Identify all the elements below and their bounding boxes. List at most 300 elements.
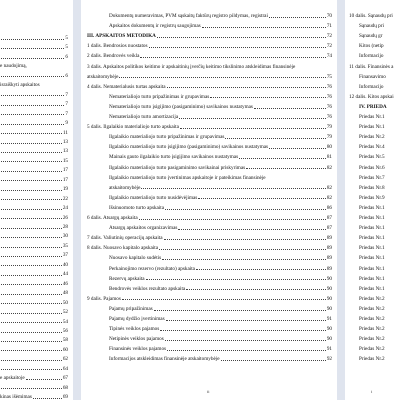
toc-leader-dots xyxy=(160,330,326,331)
toc-entry-title: Nuosavo kapitalo sudėtis xyxy=(109,255,162,262)
toc-leader-dots xyxy=(246,168,326,169)
toc-entry xyxy=(0,63,68,69)
toc-entry-page: 76 xyxy=(326,93,332,100)
toc-entry-page: 11 xyxy=(63,129,68,136)
toc-entry-page: 67 xyxy=(62,375,68,382)
toc-entry xyxy=(109,316,332,322)
toc-entry xyxy=(359,346,400,352)
toc-leader-dots xyxy=(1,152,62,153)
toc-entry xyxy=(0,300,68,306)
toc-leader-dots xyxy=(1,209,62,210)
toc-entry-title: Ilgalaikio materialiojo turto įvertinimas apskaitoje ir pateikimas finansinėje xyxy=(109,174,266,181)
toc-leader-dots xyxy=(119,77,325,78)
toc-entry-title: 12 dalis. Kitos apskai xyxy=(349,93,394,100)
toc-entry xyxy=(0,54,68,60)
toc-leader-dots xyxy=(210,97,326,98)
toc-entry-page: 35 xyxy=(62,242,68,249)
toc-entry-title: Priedas Nr.8 xyxy=(359,184,385,191)
toc-entry xyxy=(109,13,332,19)
toc-entry xyxy=(359,195,400,201)
toc-entry-page: 86 xyxy=(326,204,332,211)
toc-entry-title: IV. PRIEDA xyxy=(359,103,387,110)
toc-entry xyxy=(109,225,332,231)
toc-entry xyxy=(359,276,400,282)
toc-leader-dots xyxy=(1,303,62,304)
toc-entry xyxy=(109,185,332,191)
toc-entry xyxy=(359,134,400,140)
toc-entry-title: Priedas Nr.4 xyxy=(359,144,385,151)
toc-entry xyxy=(0,328,68,334)
left-page xyxy=(0,0,73,400)
toc-entry xyxy=(109,346,332,352)
toc-entry xyxy=(0,347,68,353)
toc-entry xyxy=(0,337,68,343)
toc-entry xyxy=(0,394,68,400)
toc-entry-page: 64 xyxy=(62,365,68,372)
toc-leader-dots xyxy=(165,340,326,341)
toc-entry xyxy=(109,306,332,312)
toc-entry xyxy=(0,148,68,154)
toc-leader-dots xyxy=(1,171,62,172)
toc-entry xyxy=(87,215,332,221)
toc-entry-title: Priedas Nr.2 xyxy=(359,134,385,141)
toc-entry xyxy=(0,139,68,145)
toc-entry-title: 9 dalis. Pajamos xyxy=(87,295,121,302)
toc-entry xyxy=(359,326,400,332)
toc-entry-title: 2 dalis. Bendrovės veikla xyxy=(87,53,140,60)
toc-leader-dots xyxy=(1,256,62,257)
toc-entry-title: Apskaitos dokumentų ir registrų saugojimas xyxy=(109,23,201,30)
toc-entry-title: Priedas Nr.1 xyxy=(359,265,385,272)
toc-entry-page: 81 xyxy=(326,154,332,161)
toc-entry-page: 80 xyxy=(326,144,332,151)
toc-entry-page: 7 xyxy=(65,91,68,98)
toc-entry-title: Priedas Nr.6 xyxy=(359,164,385,171)
toc-entry xyxy=(0,35,68,41)
toc-leader-dots xyxy=(1,360,62,361)
toc-leader-dots xyxy=(1,143,62,144)
toc-entry-page: 44 xyxy=(62,271,68,278)
toc-entry xyxy=(109,276,332,282)
toc-entry xyxy=(87,296,332,302)
toc-leader-dots xyxy=(1,114,64,115)
toc-entry xyxy=(87,33,332,39)
toc-entry-page: 13 xyxy=(62,148,68,155)
toc-entry-title: Atsargų apskaitos organizavimas xyxy=(109,225,178,232)
toc-entry-page: 76 xyxy=(326,103,332,110)
toc-entry xyxy=(87,245,332,251)
toc-leader-dots xyxy=(1,95,64,96)
toc-entry-title: 7 dalis. Valiutinių operacijų apskaita xyxy=(87,235,163,242)
toc-entry xyxy=(359,23,400,29)
toc-entry xyxy=(109,326,332,332)
toc-leader-dots xyxy=(196,269,326,270)
toc-entry-title: Ilgalaikio materialiojo turto pasigaminimo savikainai priskyrimas xyxy=(109,164,246,171)
toc-leader-dots xyxy=(26,379,62,380)
toc-entry-page: 17 xyxy=(62,176,68,183)
page-number: ii xyxy=(207,389,210,394)
toc-leader-dots xyxy=(180,128,326,129)
toc-leader-dots xyxy=(269,148,326,149)
toc-entry-title: 1 dalis. Bendrosios nuostatos xyxy=(87,43,148,50)
toc-entry xyxy=(109,356,332,362)
toc-entry xyxy=(0,82,68,88)
middle-page xyxy=(81,0,337,400)
toc-entry xyxy=(87,84,332,90)
toc-leader-dots xyxy=(1,237,62,238)
toc-leader-dots xyxy=(1,332,62,333)
toc-leader-dots xyxy=(1,48,64,49)
toc-entry-title: Priedas Nr.9 xyxy=(359,194,385,201)
toc-entry xyxy=(0,177,68,183)
toc-entry xyxy=(359,225,400,231)
toc-entry xyxy=(87,43,332,49)
toc-entry-page: 72 xyxy=(326,33,332,40)
toc-entry xyxy=(349,13,400,19)
toc-entry-page: 5 xyxy=(65,44,68,51)
toc-entry-title: Finansinės veiklos pajamos xyxy=(109,346,167,353)
toc-entry-page: 48 xyxy=(62,290,68,297)
toc-entry-title: atskaitomybėje xyxy=(87,73,119,80)
toc-leader-dots xyxy=(33,398,62,399)
toc-entry-page: 90 xyxy=(326,275,332,282)
toc-entry xyxy=(359,286,400,292)
toc-entry-page: 56 xyxy=(62,327,68,334)
toc-leader-dots xyxy=(1,322,62,323)
toc-entry xyxy=(109,134,332,140)
toc-leader-dots xyxy=(1,388,62,389)
toc-leader-dots xyxy=(1,39,64,40)
toc-entry xyxy=(0,130,68,136)
toc-leader-dots xyxy=(269,17,326,18)
toc-entry xyxy=(109,266,332,272)
toc-entry xyxy=(359,245,400,251)
toc-entry-page: 92 xyxy=(326,356,332,363)
toc-entry xyxy=(87,235,332,241)
toc-entry-title: Priedas Nr.5 xyxy=(359,154,385,161)
toc-entry xyxy=(349,94,400,100)
toc-entry xyxy=(109,23,332,29)
toc-entry xyxy=(359,185,400,191)
toc-entry xyxy=(359,235,400,241)
toc-entry-page: 89 xyxy=(326,255,332,262)
toc-entry-title: Ilgalaikio materialiojo turto pripažinimas ir grupavimas xyxy=(109,134,225,141)
toc-entry xyxy=(359,356,400,362)
toc-entry xyxy=(109,205,332,211)
toc-leader-dots xyxy=(154,310,326,311)
toc-entry xyxy=(0,158,68,164)
toc-entry-page: 68 xyxy=(62,384,68,391)
toc-entry-title: Perkainojimo rezervo (rezultato) apskaita xyxy=(109,265,195,272)
toc-leader-dots xyxy=(1,133,62,134)
toc-entry-page: 5 xyxy=(65,35,68,41)
toc-leader-dots xyxy=(141,188,325,189)
toc-leader-dots xyxy=(167,87,326,88)
right-page xyxy=(345,0,400,400)
toc-leader-dots xyxy=(159,249,326,250)
toc-entry xyxy=(87,64,332,70)
toc-leader-dots xyxy=(167,350,326,351)
toc-leader-dots xyxy=(178,229,325,230)
toc-entry xyxy=(0,186,68,192)
toc-leader-dots xyxy=(1,275,62,276)
toc-entry xyxy=(109,94,332,100)
toc-entry xyxy=(87,124,332,130)
toc-leader-dots xyxy=(1,369,62,370)
toc-entry xyxy=(0,271,68,277)
toc-entry xyxy=(0,366,68,372)
toc-entry xyxy=(0,319,68,325)
toc-entry xyxy=(359,205,400,211)
toc-entry-page: 87 xyxy=(326,215,332,221)
toc-entry-title: Priedas Nr.2 xyxy=(359,336,385,343)
toc-entry-page: 90 xyxy=(326,336,332,343)
toc-entry-title: Sąnaudų gr xyxy=(359,33,383,40)
toc-leader-dots xyxy=(139,219,326,220)
page-number: i xyxy=(371,389,373,394)
toc-leader-dots xyxy=(1,76,64,77)
toc-entry-title: Pajamų dydžio įvertinimas xyxy=(109,316,165,322)
toc-entry-page: 62 xyxy=(62,356,68,363)
toc-leader-dots xyxy=(1,199,62,200)
toc-leader-dots xyxy=(140,57,325,58)
toc-entry xyxy=(359,104,400,110)
toc-entry-title: Priedas Nr.1 xyxy=(359,124,385,131)
toc-entry-title: Kitos (netip xyxy=(359,43,384,50)
toc-entry xyxy=(359,316,400,322)
toc-entry-title: Priedas Nr.1 xyxy=(359,235,385,242)
toc-entry-title: Priedas Nr.2 xyxy=(359,346,385,353)
toc-entry-page: 91 xyxy=(326,346,332,353)
toc-entry-title: Nematerialiojo turto amortizacija xyxy=(109,114,179,120)
toc-entry-page: 76 xyxy=(326,114,332,120)
toc-leader-dots xyxy=(1,265,62,266)
toc-entry-title: 6 dalis. Atsargų apskaita xyxy=(87,215,138,221)
toc-entry xyxy=(109,104,332,110)
toc-entry-title: e naudojimą, xyxy=(0,63,27,70)
toc-entry-title: 11 dalis. Finansinės a xyxy=(349,63,394,70)
toc-leader-dots xyxy=(122,299,326,300)
toc-entry xyxy=(349,64,400,70)
toc-entry-page: 13 xyxy=(62,138,68,145)
toc-entry-page: 90 xyxy=(326,305,332,312)
toc-entry-page: 72 xyxy=(326,43,332,50)
toc-leader-dots xyxy=(164,239,326,240)
toc-entry-page: 9 xyxy=(65,120,68,127)
toc-entry-title: Sąnaudų pri xyxy=(359,23,384,30)
toc-entry-title: 8 dalis. Nuosavo kapitalo apskaita xyxy=(87,245,159,252)
toc-entry xyxy=(109,165,332,171)
toc-entry xyxy=(109,144,332,150)
toc-leader-dots xyxy=(1,284,62,285)
toc-entry-page: 82 xyxy=(326,194,332,201)
toc-entry xyxy=(0,196,68,202)
toc-entry-title: Ilgalaikio materialiojo turto nusidėvėjimas xyxy=(109,194,198,201)
toc-entry-title: Priedas Nr.1 xyxy=(359,114,385,120)
toc-entry-page: 89 xyxy=(326,265,332,272)
toc-entry-title: Priedas Nr.2 xyxy=(359,356,385,363)
toc-entry-title: Priedas Nr.1 xyxy=(359,225,385,232)
toc-entry xyxy=(0,224,68,230)
toc-entry-title: e apskaitoje xyxy=(0,375,25,382)
toc-leader-dots xyxy=(149,47,326,48)
toc-entry-title: Pajamų pripažinimas xyxy=(109,305,153,312)
toc-entry-title: Išsinuomoto turto apskaita xyxy=(109,204,165,211)
toc-entry xyxy=(359,124,400,130)
toc-entry-title: Netipinės veiklos pajamos xyxy=(109,336,164,343)
toc-entry xyxy=(109,286,332,292)
toc-leader-dots xyxy=(179,118,326,119)
toc-entry-page: 79 xyxy=(326,134,332,141)
toc-entry-title: Informacijo xyxy=(359,53,384,60)
toc-leader-dots xyxy=(254,108,326,109)
toc-entry-title: Nematerialiojo turto pripažinimas ir grupavimas xyxy=(109,93,210,100)
toc-entry-page: 50 xyxy=(62,299,68,306)
toc-leader-dots xyxy=(221,360,326,361)
toc-entry xyxy=(359,306,400,312)
toc-entry-page: 60 xyxy=(62,346,68,353)
toc-entry-title: Priedas Nr.1 xyxy=(359,275,385,282)
toc-entry xyxy=(359,336,400,342)
toc-entry xyxy=(359,296,400,302)
toc-entry-page: 52 xyxy=(62,309,68,316)
toc-entry-page: 76 xyxy=(326,83,332,90)
toc-entry xyxy=(359,154,400,160)
toc-leader-dots xyxy=(186,289,326,290)
toc-entry-title: israiškyti apskaitos xyxy=(0,82,40,89)
toc-entry-page: 69 xyxy=(62,394,68,400)
toc-entry-page: 70 xyxy=(326,13,332,19)
toc-entry xyxy=(359,43,400,49)
toc-entry xyxy=(109,195,332,201)
toc-entry xyxy=(0,356,68,362)
toc-entry xyxy=(0,281,68,287)
toc-entry-title: Priedas Nr.2 xyxy=(359,326,385,333)
toc-entry-title: 3 dalis. Apskaitos politikos keitimo ir apskaitinių įverčių keitimo tikslinimo atskleidimas finansinėje xyxy=(87,63,296,70)
toc-entry-page: 74 xyxy=(326,53,332,60)
toc-entry xyxy=(359,165,400,171)
toc-entry-title: Informacijos atskleidimas finansinėje atskaitomybėje xyxy=(109,356,220,363)
toc-entry xyxy=(0,290,68,296)
toc-entry-title: atskaitomybėje xyxy=(109,184,141,191)
toc-leader-dots xyxy=(239,158,326,159)
toc-leader-dots xyxy=(157,37,326,38)
toc-leader-dots xyxy=(1,218,62,219)
toc-entry-page: 79 xyxy=(326,124,332,131)
toc-leader-dots xyxy=(1,350,62,351)
toc-entry xyxy=(0,167,68,173)
toc-entry-page: 54 xyxy=(62,318,68,325)
toc-entry xyxy=(0,101,68,107)
toc-entry-page: 91 xyxy=(326,316,332,322)
toc-leader-dots xyxy=(1,247,62,248)
toc-entry-title: Rezervų apskaita xyxy=(109,275,145,282)
toc-entry xyxy=(109,336,332,342)
toc-leader-dots xyxy=(165,209,326,210)
toc-entry-title: 10 dalis. Sąnaudų pri xyxy=(349,13,393,19)
toc-entry xyxy=(359,215,400,221)
toc-entry xyxy=(109,175,332,181)
toc-entry-page: 87 xyxy=(326,225,332,232)
toc-leader-dots xyxy=(162,259,326,260)
toc-entry xyxy=(359,255,400,261)
toc-leader-dots xyxy=(202,27,326,28)
toc-entry-title: Priedas Nr.1 xyxy=(359,215,385,221)
toc-entry-page: 19 xyxy=(62,186,68,193)
toc-leader-dots xyxy=(225,138,325,139)
toc-leader-dots xyxy=(1,190,62,191)
toc-entry xyxy=(0,44,68,50)
toc-entry-title: 4 dalis. Nematerialusis turtas apskaita xyxy=(87,83,166,90)
toc-entry-page: 75 xyxy=(326,73,332,80)
toc-entry-page: 15 xyxy=(62,157,68,164)
toc-entry-title: Priedas Nr.1 xyxy=(359,255,385,262)
toc-entry-page: 82 xyxy=(326,184,332,191)
toc-entry xyxy=(109,154,332,160)
toc-entry xyxy=(359,84,400,90)
toc-entry-title: Dokumentų numeravimas, PVM sąskaitų faktūrų registro pildymas, registrai xyxy=(109,13,268,19)
toc-entry xyxy=(0,309,68,315)
toc-entry-title: Mainais gauto ilgalaikio turto įsigijimo savikainos nustatymas xyxy=(109,154,239,161)
toc-entry xyxy=(359,144,400,150)
toc-entry-page: 46 xyxy=(62,280,68,287)
toc-entry-title: Tipinės veiklos pajamos xyxy=(109,326,160,333)
toc-entry-page: 89 xyxy=(326,245,332,252)
toc-entry xyxy=(359,33,400,39)
toc-entry xyxy=(359,266,400,272)
toc-entry-title: Priedas Nr.1 xyxy=(359,285,385,292)
toc-entry-page: 90 xyxy=(326,295,332,302)
toc-entry-page: 28 xyxy=(62,224,68,230)
toc-entry-page: 90 xyxy=(326,285,332,292)
toc-entry xyxy=(87,53,332,59)
toc-entry xyxy=(0,243,68,249)
toc-entry xyxy=(0,111,68,117)
toc-leader-dots xyxy=(1,180,62,181)
toc-entry-page: 40 xyxy=(62,261,68,268)
toc-leader-dots xyxy=(1,105,64,106)
toc-entry xyxy=(0,375,68,381)
toc-entry-page: 7 xyxy=(65,101,68,108)
toc-entry xyxy=(0,92,68,98)
toc-entry-title: III. APSKAITOS METODIKA xyxy=(87,33,156,40)
toc-entry-page: 6 xyxy=(65,72,68,79)
toc-leader-dots xyxy=(146,279,326,280)
toc-entry-title: Informacijo xyxy=(359,83,384,90)
toc-entry xyxy=(0,233,68,239)
toc-entry xyxy=(359,175,400,181)
toc-entry xyxy=(359,74,400,80)
toc-entry-page: 30 xyxy=(62,233,68,240)
toc-leader-dots xyxy=(198,198,326,199)
toc-leader-dots xyxy=(1,58,64,59)
toc-entry-page: 17 xyxy=(62,167,68,174)
toc-entry-title: Ilgalaikio materialiojo turto įsigijimo (pasigaminimo) savikainos nustatymas xyxy=(109,144,269,151)
toc-entry xyxy=(0,262,68,268)
toc-entry-page: 89 xyxy=(326,235,332,242)
toc-entry-title: Priedas Nr.2 xyxy=(359,316,385,322)
toc-entry-page: 58 xyxy=(62,337,68,344)
toc-entry-title: Finansavimo xyxy=(359,73,386,80)
toc-entry-page: 90 xyxy=(326,326,332,333)
toc-entry-page: 71 xyxy=(326,23,332,30)
toc-entry-page: 22 xyxy=(62,195,68,202)
toc-leader-dots xyxy=(1,341,62,342)
toc-entry-page: 26 xyxy=(62,214,68,221)
toc-entry xyxy=(0,120,68,126)
toc-entry xyxy=(0,215,68,221)
toc-entry xyxy=(0,385,68,391)
